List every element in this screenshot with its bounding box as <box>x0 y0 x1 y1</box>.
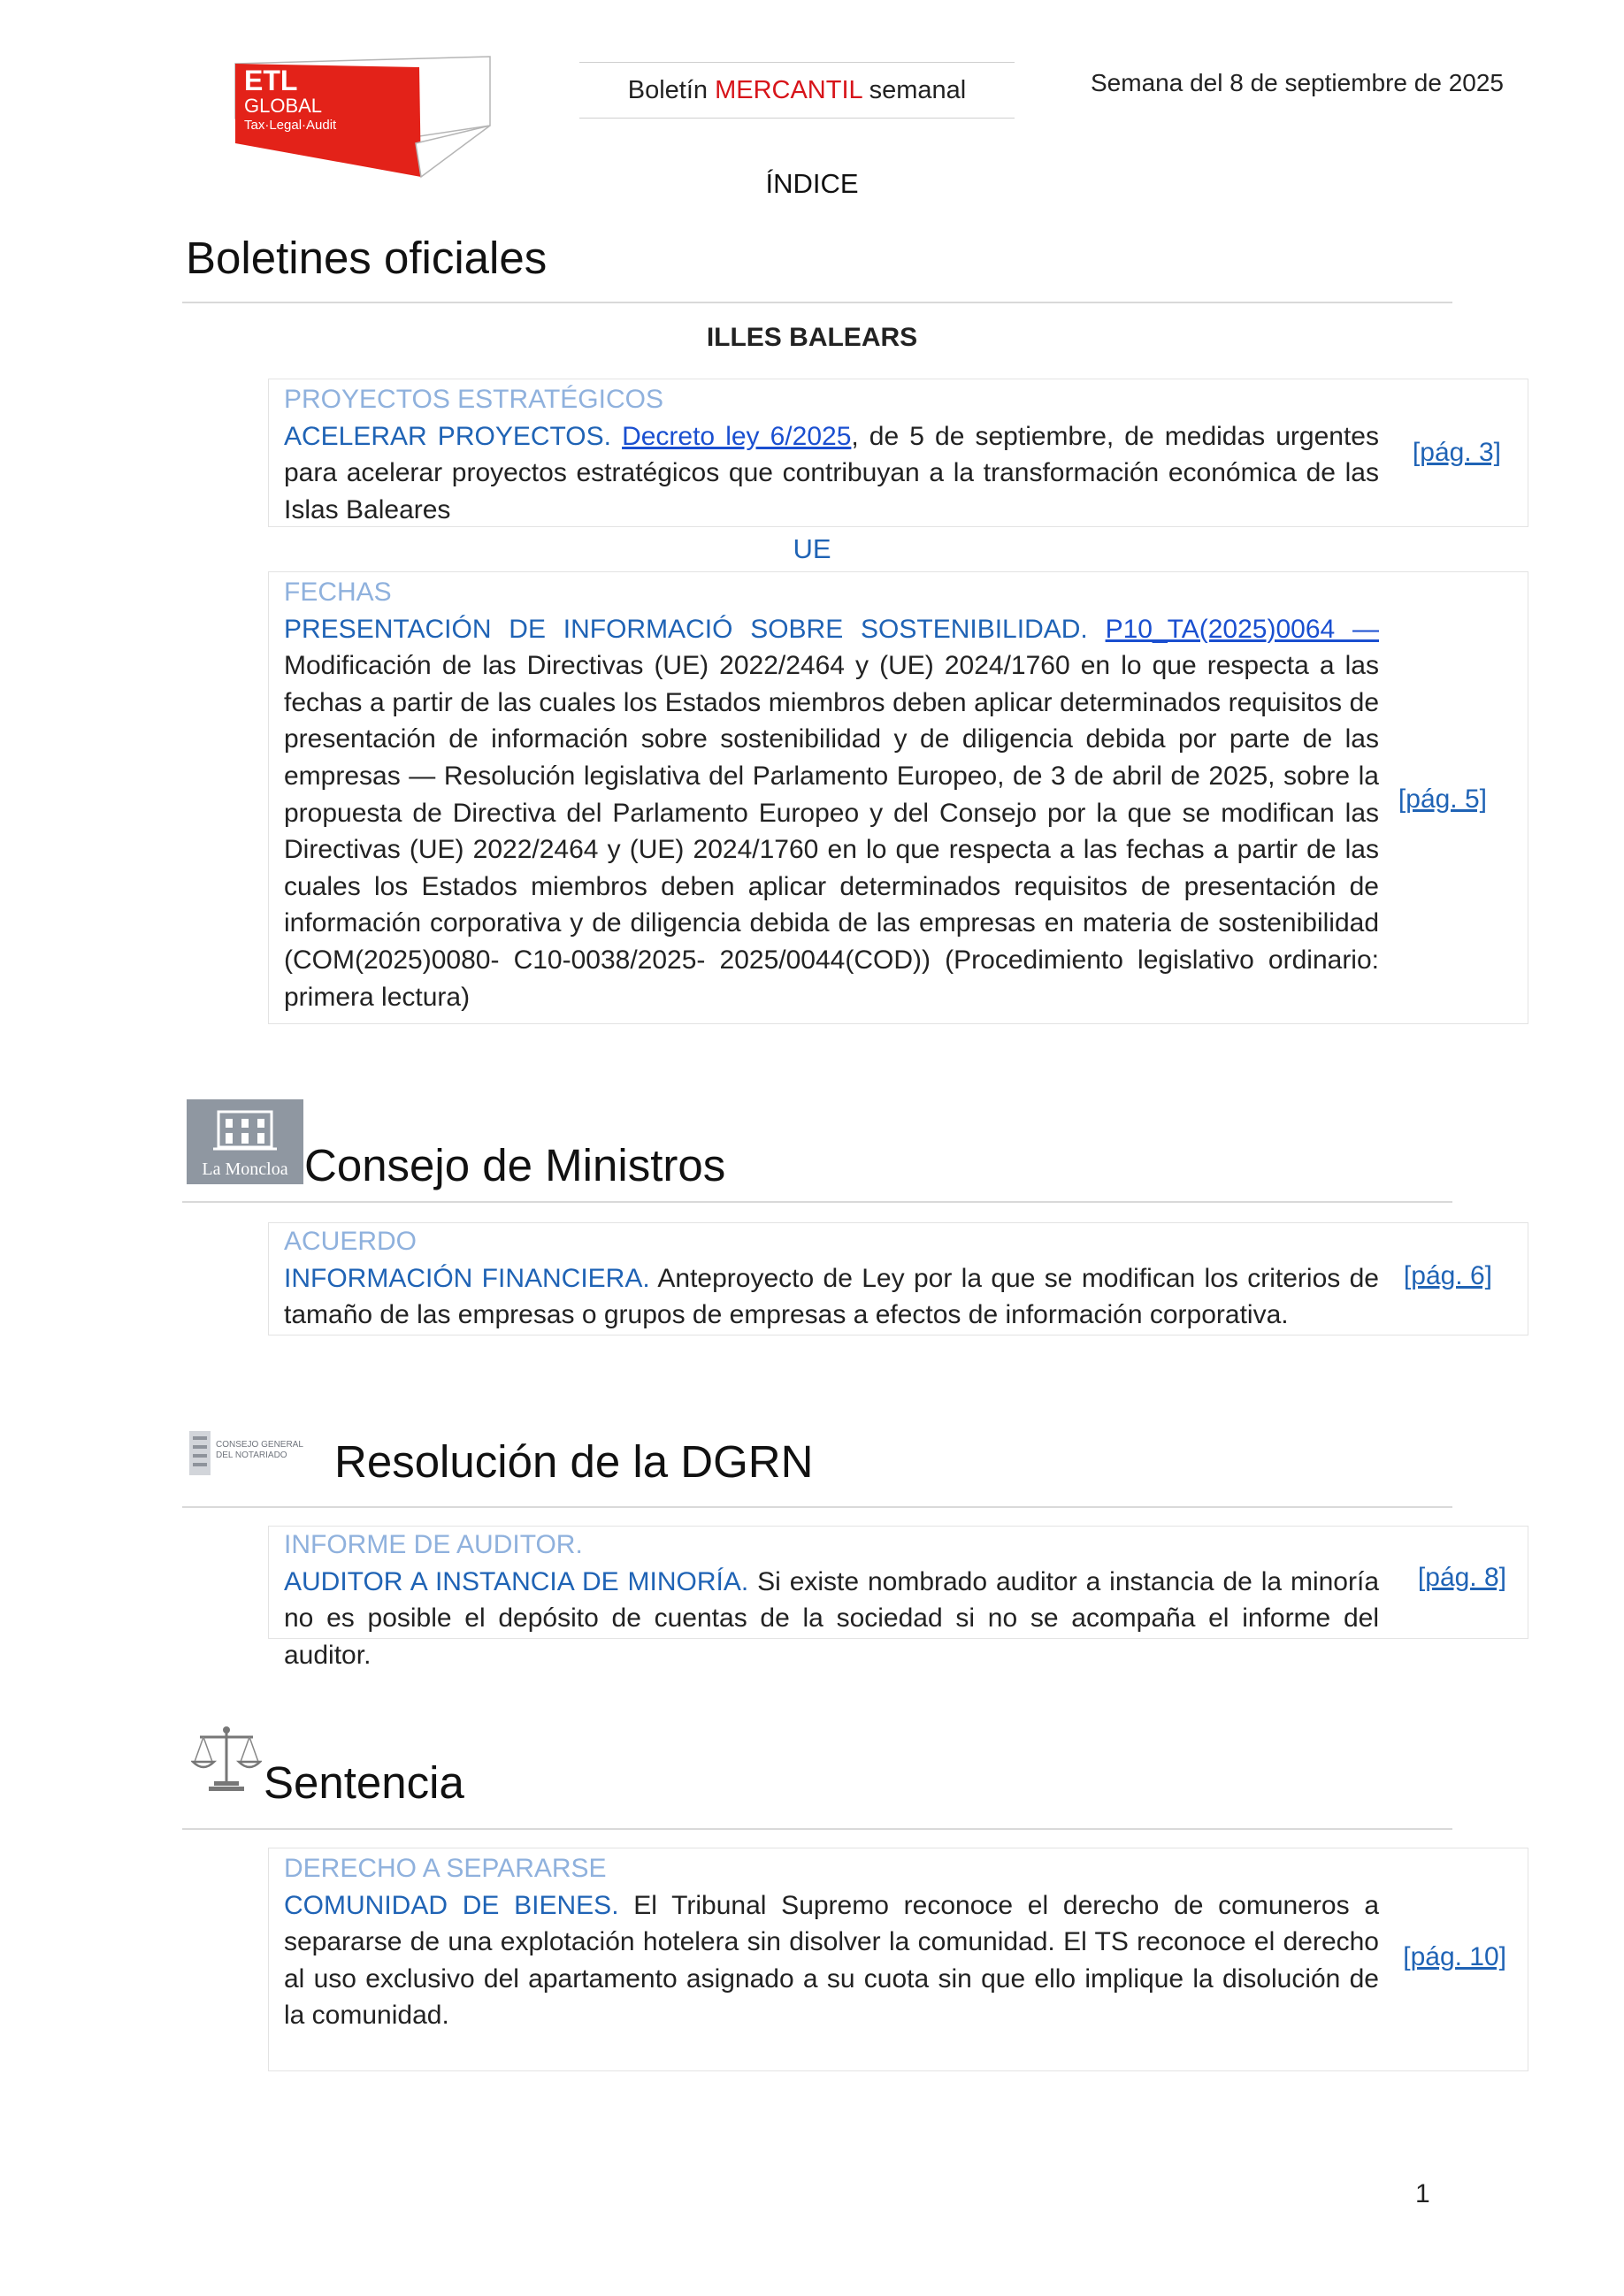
section-divider <box>182 1828 1452 1830</box>
entry-text <box>284 1527 1379 1673</box>
svg-text:ETL: ETL <box>244 65 298 96</box>
week-date: Semana del 8 de septiembre de 2025 <box>1091 69 1504 96</box>
entry-lead: ACELERAR PROYECTOS. <box>284 421 611 451</box>
section-title-sentencia: Sentencia <box>264 1757 464 1808</box>
consejo-notariado-logo <box>188 1427 329 1481</box>
page-link[interactable]: [pág. 8] <box>1417 1563 1506 1592</box>
scales-of-justice-icon <box>191 1725 262 1795</box>
entry-body: El Tribunal Supremo reconoce el derecho de comuneros a separarse de una explotación hotelera sin disolver la comunidad. El TS reconoce el derecho al uso exclusivo del apartamento asignado a su cuota sin que ello implique la disolución de la comunidad. <box>284 1890 1380 2031</box>
building-icon <box>187 1099 303 1161</box>
svg-text:DEL NOTARIADO: DEL NOTARIADO <box>216 1450 287 1460</box>
la-moncloa-logo <box>187 1099 303 1184</box>
entry-category: FECHAS <box>284 578 392 607</box>
entry-body: Anteproyecto de Ley por la que se modifican los criterios de tamaño de las empresas o grupos de empresas a efectos de información corporativa. <box>284 1263 1379 1330</box>
bulletin-title: Boletín MERCANTIL semanal <box>579 62 1015 119</box>
svg-text:Tax·Legal·Audit: Tax·Legal·Audit <box>244 118 337 133</box>
la-moncloa-label: La Moncloa <box>202 1159 288 1179</box>
entry-body: Modificación de las Directivas (UE) 2022/2464 y (UE) 2024/1760 en lo que respecta a las fechas a partir de las cuales los Estados miembros deben aplicar determinados requisitos de presentación de información sobre sostenibilidad y de diligencia debida por parte de las empresas — Resolución legislativa del Parlamento Europeo, de 3 de abril de 2025, sobre la propuesta de Directiva del Parlamento Europeo y del Consejo por la que se modifican las Directivas (UE) 2022/2464 y (UE) 2024/1760 en lo que respecta a las fechas a partir de las cuales los Estados miembros deben aplicar determinados requisitos de presentación de información corporativa y de diligencia debida de las empresas en materia de sostenibilidad (COM(2025)0080- C10-0038/2025- 2025/0044(COD)) (Procedimiento legislativo ordinario: primera lectura) <box>284 651 1379 1012</box>
entry-comunidad-bienes <box>268 1848 1528 2071</box>
region-heading-illes-balears: ILLES BALEARS <box>706 323 918 352</box>
entry-lead: INFORMACIÓN FINANCIERA. <box>284 1263 650 1293</box>
section-divider <box>182 1201 1452 1203</box>
p10-ta-link[interactable]: P10_TA(2025)0064 — <box>1105 614 1379 644</box>
page-link[interactable]: [pág. 5] <box>1398 784 1487 814</box>
page-number: 1 <box>1415 2179 1430 2208</box>
index-title: ÍNDICE <box>765 168 859 199</box>
entry-body: , de 5 de septiembre, de medidas urgentes para acelerar proyectos estratégicos que contribuyan a la transformación económica de las Islas Baleares <box>284 421 1379 524</box>
page-link[interactable]: [pág. 6] <box>1403 1261 1492 1290</box>
entry-category: PROYECTOS ESTRATÉGICOS <box>284 385 663 414</box>
svg-text:CONSEJO GENERAL: CONSEJO GENERAL <box>216 1440 303 1450</box>
entry-auditor-minoria <box>268 1526 1528 1670</box>
entry-text <box>284 1223 1379 1334</box>
section-title-boletines: Boletines oficiales <box>186 233 548 283</box>
page-link[interactable]: [pág. 3] <box>1412 438 1501 467</box>
entry-category: DERECHO A SEPARARSE <box>284 1854 607 1883</box>
entry-sostenibilidad <box>268 571 1528 1024</box>
decreto-ley-link[interactable]: Decreto ley 6/2025 <box>622 421 852 451</box>
entry-body: Si existe nombrado auditor a instancia de la minoría no es posible el depósito de cuentas de la sociedad si no se acompaña el informe del auditor. <box>284 1566 1380 1670</box>
entry-text <box>284 1850 1379 2034</box>
entry-acelerar-proyectos <box>268 379 1528 527</box>
svg-text:GLOBAL: GLOBAL <box>244 95 323 117</box>
section-title-consejo: Consejo de Ministros <box>304 1140 726 1190</box>
entry-category: ACUERDO <box>284 1227 417 1256</box>
page-link[interactable]: [pág. 10] <box>1403 1942 1506 1971</box>
region-heading-ue: UE <box>793 533 831 564</box>
section-divider <box>182 1506 1452 1508</box>
etl-global-logo <box>234 55 499 179</box>
section-title-dgrn: Resolución de la DGRN <box>334 1436 814 1487</box>
entry-text <box>284 381 1379 528</box>
entry-lead: PRESENTACIÓN DE INFORMACIÓ SOBRE SOSTENIBILIDAD. <box>284 614 1088 644</box>
entry-informacion-financiera <box>268 1222 1528 1336</box>
entry-text <box>284 574 1379 1015</box>
entry-lead: AUDITOR A INSTANCIA DE MINORÍA. <box>284 1566 749 1596</box>
entry-lead: COMUNIDAD DE BIENES. <box>284 1890 619 1920</box>
section-divider <box>182 302 1452 303</box>
entry-category: INFORME DE AUDITOR. <box>284 1530 583 1559</box>
